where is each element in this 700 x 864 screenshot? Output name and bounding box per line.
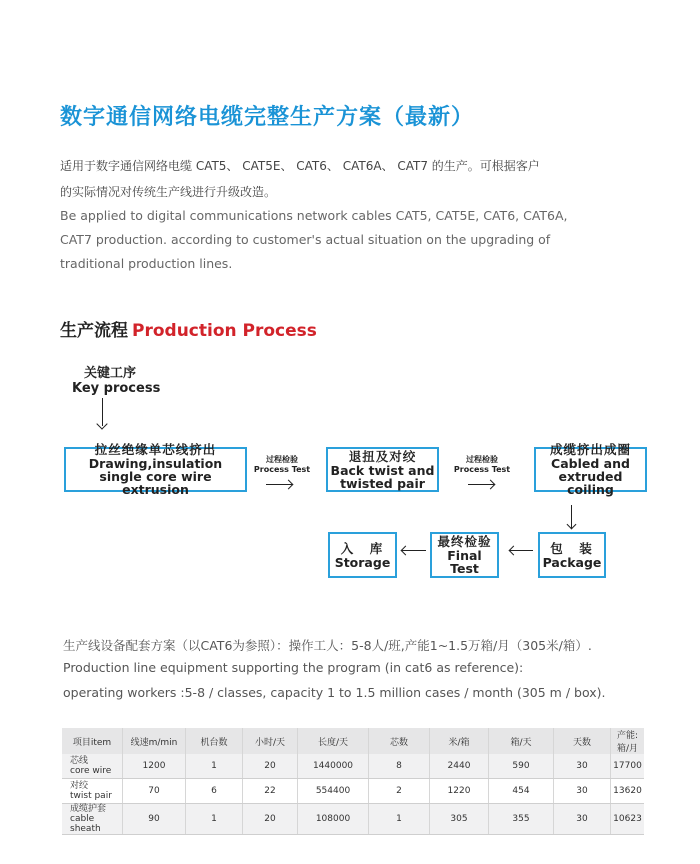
table-cell: 30	[554, 754, 611, 779]
table-row	[62, 754, 644, 779]
table-cell: 108000	[298, 804, 369, 835]
table-cell: 30	[554, 804, 611, 835]
step-drawing-en-1: Drawing,insulation	[88, 456, 223, 471]
table-cell: 454	[489, 779, 554, 804]
table-cell: 590	[489, 754, 554, 779]
table-cell: 17700	[611, 754, 645, 779]
table-cell: 1220	[430, 779, 489, 804]
item-en: core wire	[70, 766, 112, 776]
right-arrow-icon	[266, 484, 292, 485]
item-cn: 成缆护套	[70, 804, 107, 814]
step-final-test-box	[430, 532, 499, 578]
step-cabled-cn: 成缆挤出成圈	[549, 442, 631, 457]
down-arrow-icon	[102, 398, 103, 426]
item-en: twist pair	[70, 791, 112, 801]
intro-en-line-3: traditional production lines.	[60, 256, 233, 271]
table-header: 项目item	[62, 728, 123, 754]
table-header-row	[62, 728, 644, 754]
table-header: 机台数	[186, 728, 243, 754]
table-cell: 2	[369, 779, 430, 804]
process-test-label-2	[452, 455, 512, 475]
step-final-cn: 最终检验	[437, 534, 492, 549]
down-arrow-icon	[571, 505, 572, 528]
step-backtwist-box	[326, 447, 439, 492]
intro-cn-line-2: 的实际情况对传统生产线进行升级改造。	[60, 185, 277, 199]
table-header: 芯数	[369, 728, 430, 754]
table-cell: 1	[186, 804, 243, 835]
table-header: 长度/天	[298, 728, 369, 754]
table-cell: 355	[489, 804, 554, 835]
step-cabled-en-2: extruded coiling	[558, 469, 623, 497]
item-cn: 对绞	[70, 781, 89, 791]
step-final-en: Final Test	[447, 548, 482, 576]
table-header: 产能:箱/月	[611, 728, 645, 754]
table-cell-item	[62, 779, 123, 804]
table-cell: 13620	[611, 779, 645, 804]
table-cell-item	[62, 804, 123, 835]
table-row	[62, 779, 644, 804]
table-header: 线速m/min	[123, 728, 186, 754]
step-drawing-box	[64, 442, 247, 497]
step-package-cn: 包 装	[550, 540, 594, 556]
process-test-label-1	[252, 455, 312, 475]
page-title: 数字通信网络电缆完整生产方案（最新）	[60, 105, 475, 130]
step-drawing-cn: 拉丝绝缘单芯线挤出	[94, 442, 217, 457]
process-test-cn: 过程检验	[466, 455, 498, 464]
key-process-label	[72, 366, 161, 396]
section-heading-cn: 生产流程	[60, 321, 128, 341]
left-arrow-icon	[402, 550, 426, 551]
item-en: cable sheath	[70, 814, 101, 834]
step-storage-box	[328, 532, 397, 578]
table-cell: 554400	[298, 779, 369, 804]
step-storage-cn: 入 库	[340, 540, 385, 556]
step-backtwist-cn: 退扭及对绞	[348, 448, 417, 464]
step-cabled-en-1: Cabled and	[551, 456, 630, 471]
process-test-en: Process Test	[453, 465, 511, 474]
section-heading	[60, 316, 317, 341]
table-cell: 2440	[430, 754, 489, 779]
note-line-1: 生产线设备配套方案（以CAT6为参照）：操作工人：5-8人/班,产能1~1.5万箱/月（305米/箱）.	[63, 638, 592, 653]
step-package-en: Package	[542, 554, 602, 570]
right-arrow-icon	[468, 484, 494, 485]
table-cell: 20	[243, 754, 298, 779]
intro-en-line-2: CAT7 production. according to customer's actual situation on the upgrading of	[60, 232, 551, 247]
key-process-cn: 关键工序	[84, 366, 137, 381]
table-cell: 10623	[611, 804, 645, 835]
intro-en-line-1: Be applied to digital communications network cables CAT5, CAT5E, CAT6, CAT6A,	[60, 208, 568, 223]
table-cell: 20	[243, 804, 298, 835]
table-cell: 1440000	[298, 754, 369, 779]
note-line-2: Production line equipment supporting the program (in cat6 as reference):	[63, 660, 524, 675]
table-cell: 8	[369, 754, 430, 779]
step-drawing-en-2: single core wire extrusion	[99, 469, 212, 497]
step-storage-en: Storage	[334, 554, 391, 570]
table-cell: 90	[123, 804, 186, 835]
intro-cn-line-1: 适用于数字通信网络电缆 CAT5、 CAT5E、 CAT6、 CAT6A、 CAT7 的生产。可根据客户	[60, 159, 540, 173]
key-process-en: Key process	[72, 381, 161, 396]
table-cell: 30	[554, 779, 611, 804]
table-header: 天数	[554, 728, 611, 754]
step-backtwist-en-2: twisted pair	[340, 475, 425, 491]
note-line-3: operating workers :5-8 / classes, capacity 1 to 1.5 million cases / month (305 m / box).	[63, 685, 606, 700]
step-cabled-box	[534, 442, 647, 497]
left-arrow-icon	[510, 550, 533, 551]
table-row	[62, 804, 644, 835]
section-heading-en: Production Process	[132, 321, 317, 341]
step-backtwist-en-1: Back twist and	[330, 462, 435, 478]
table-cell: 305	[430, 804, 489, 835]
process-test-en: Process Test	[253, 465, 311, 474]
table-cell: 70	[123, 779, 186, 804]
table-header: 小时/天	[243, 728, 298, 754]
table-cell: 22	[243, 779, 298, 804]
table-header: 箱/天	[489, 728, 554, 754]
production-table	[62, 728, 644, 835]
table-cell: 1	[369, 804, 430, 835]
table-cell-item	[62, 754, 123, 779]
table-cell: 1	[186, 754, 243, 779]
table-cell: 1200	[123, 754, 186, 779]
table-header: 米/箱	[430, 728, 489, 754]
table-cell: 6	[186, 779, 243, 804]
item-cn: 芯线	[70, 756, 89, 766]
step-package-box	[538, 532, 606, 578]
process-test-cn: 过程检验	[266, 455, 298, 464]
